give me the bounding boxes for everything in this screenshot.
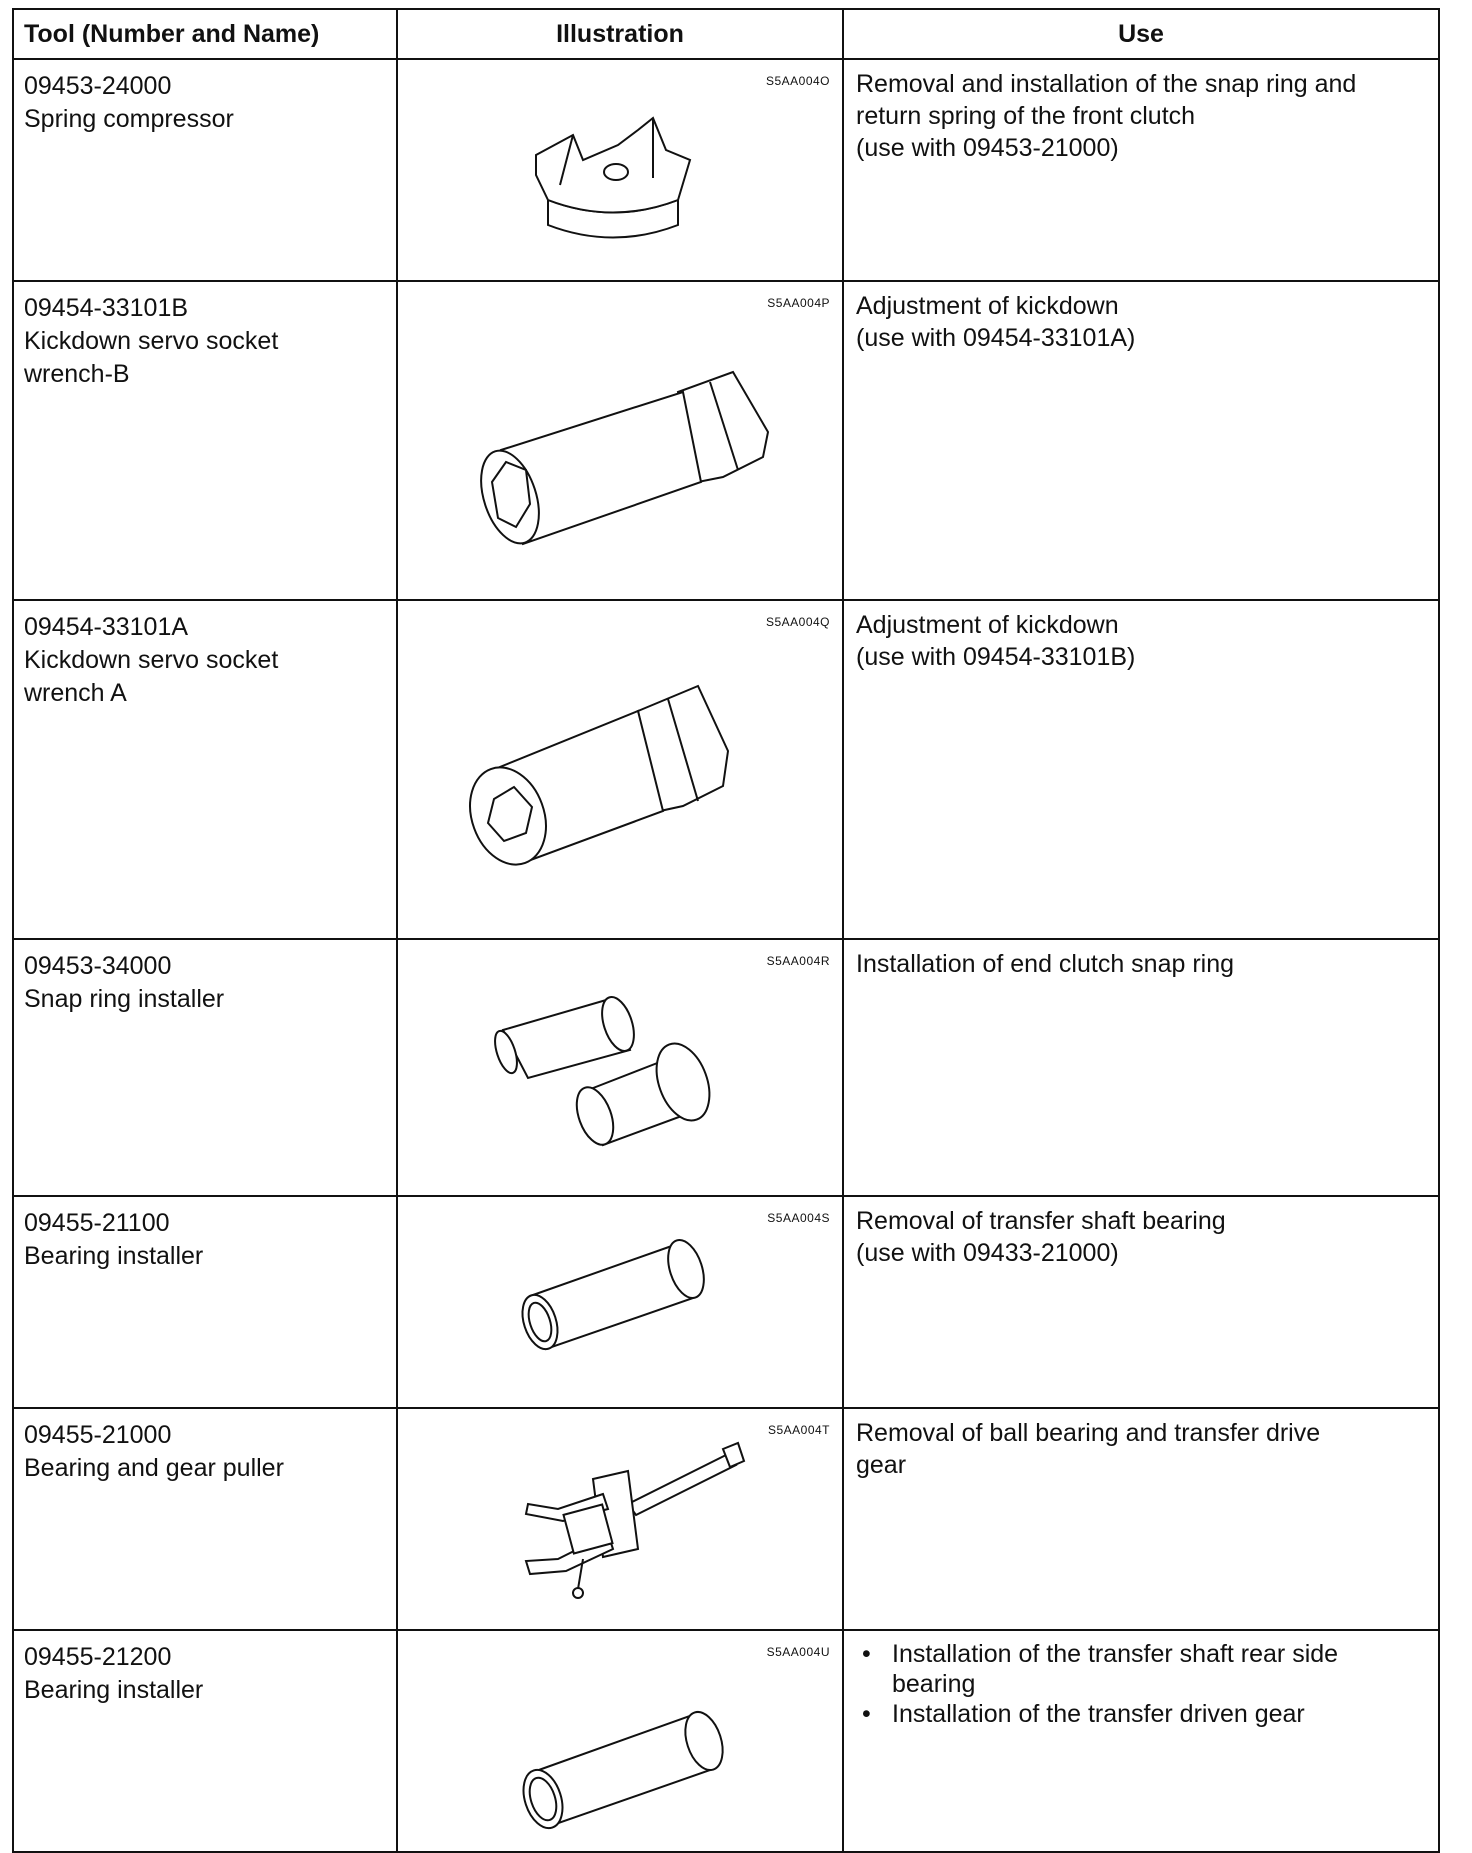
use-text: (use with 09454-33101A)	[856, 324, 1136, 352]
illustration-cell	[397, 939, 843, 1196]
use-text: (use with 09433-21000)	[856, 1239, 1119, 1267]
use-cell	[843, 600, 1439, 939]
tool-number: 09454-33101A	[24, 613, 189, 641]
illustration-cell	[397, 1630, 843, 1852]
tool-name: Spring compressor	[24, 105, 234, 133]
use-bullet-list	[856, 1639, 1426, 1729]
tool-name: Snap ring installer	[24, 985, 225, 1013]
bearing-installer-tube-icon	[398, 1631, 844, 1841]
tool-name: Bearing installer	[24, 1676, 204, 1704]
illustration-cell	[397, 1196, 843, 1408]
table-row	[13, 59, 1439, 281]
use-cell	[843, 59, 1439, 281]
use-text: Removal of ball bearing and transfer drive	[856, 1419, 1321, 1447]
illustration-code: S5AA004Q	[765, 615, 830, 629]
use-text: gear	[856, 1451, 907, 1479]
illustration-cell	[397, 1408, 843, 1630]
tool-name: Bearing installer	[24, 1242, 204, 1270]
tool-cell	[13, 281, 397, 600]
gear-puller-icon	[398, 1409, 844, 1619]
spring-compressor-icon	[398, 60, 844, 270]
illustration-cell	[397, 281, 843, 600]
illustration-code: S5AA004T	[767, 1423, 830, 1437]
tool-name: Kickdown servo socket wrench A	[24, 646, 279, 707]
tool-number: 09453-24000	[24, 72, 172, 100]
socket-wrench-a-icon	[398, 601, 844, 928]
table-row	[13, 1408, 1439, 1630]
table-row	[13, 939, 1439, 1196]
tool-number: 09455-21000	[24, 1421, 172, 1449]
use-text: (use with 09453-21000)	[856, 134, 1119, 162]
tool-cell	[13, 1630, 397, 1852]
use-bullet-item: • Installation of the transfer driven gear	[892, 1699, 1426, 1729]
table-header-row	[13, 9, 1439, 59]
use-text: return spring of the front clutch	[856, 102, 1196, 130]
illustration-cell	[397, 59, 843, 281]
use-text: Adjustment of kickdown	[856, 292, 1119, 320]
use-cell	[843, 1408, 1439, 1630]
tool-name: Kickdown servo socket wrench-B	[24, 327, 279, 388]
tool-cell	[13, 59, 397, 281]
table-row	[13, 600, 1439, 939]
tool-cell	[13, 939, 397, 1196]
snap-ring-installer-icon	[398, 940, 844, 1185]
use-text: Adjustment of kickdown	[856, 611, 1119, 639]
use-text: Removal of transfer shaft bearing	[856, 1207, 1226, 1235]
tool-number: 09455-21200	[24, 1643, 172, 1671]
table-row	[13, 1630, 1439, 1852]
table-row	[13, 1196, 1439, 1408]
tool-number: 09454-33101B	[24, 294, 189, 322]
tool-name: Bearing and gear puller	[24, 1454, 284, 1482]
illustration-code: S5AA004O	[765, 74, 830, 88]
header-tool: Tool (Number and Name)	[13, 9, 397, 59]
illustration-cell	[397, 600, 843, 939]
tool-cell	[13, 600, 397, 939]
socket-wrench-b-icon	[398, 282, 844, 589]
use-bullet-item: • Installation of the transfer shaft rear side bearing	[892, 1639, 1426, 1699]
header-use: Use	[843, 9, 1439, 59]
use-text: (use with 09454-33101B)	[856, 643, 1136, 671]
illustration-code: S5AA004S	[767, 1211, 830, 1225]
illustration-code: S5AA004U	[766, 1645, 830, 1659]
illustration-code: S5AA004P	[767, 296, 830, 310]
use-cell	[843, 939, 1439, 1196]
header-illustration: Illustration	[397, 9, 843, 59]
tool-cell	[13, 1408, 397, 1630]
tool-cell	[13, 1196, 397, 1408]
use-cell	[843, 1196, 1439, 1408]
tool-number: 09453-34000	[24, 952, 172, 980]
bearing-installer-tube-icon	[398, 1197, 844, 1397]
use-cell	[843, 1630, 1439, 1852]
special-tools-page	[12, 8, 1438, 1786]
use-text: Removal and installation of the snap ring and	[856, 70, 1357, 98]
use-cell	[843, 281, 1439, 600]
table-row	[13, 281, 1439, 600]
tool-number: 09455-21100	[24, 1209, 170, 1237]
special-tools-table	[12, 8, 1440, 1853]
use-text: Installation of end clutch snap ring	[856, 950, 1235, 978]
illustration-code: S5AA004R	[766, 954, 830, 968]
